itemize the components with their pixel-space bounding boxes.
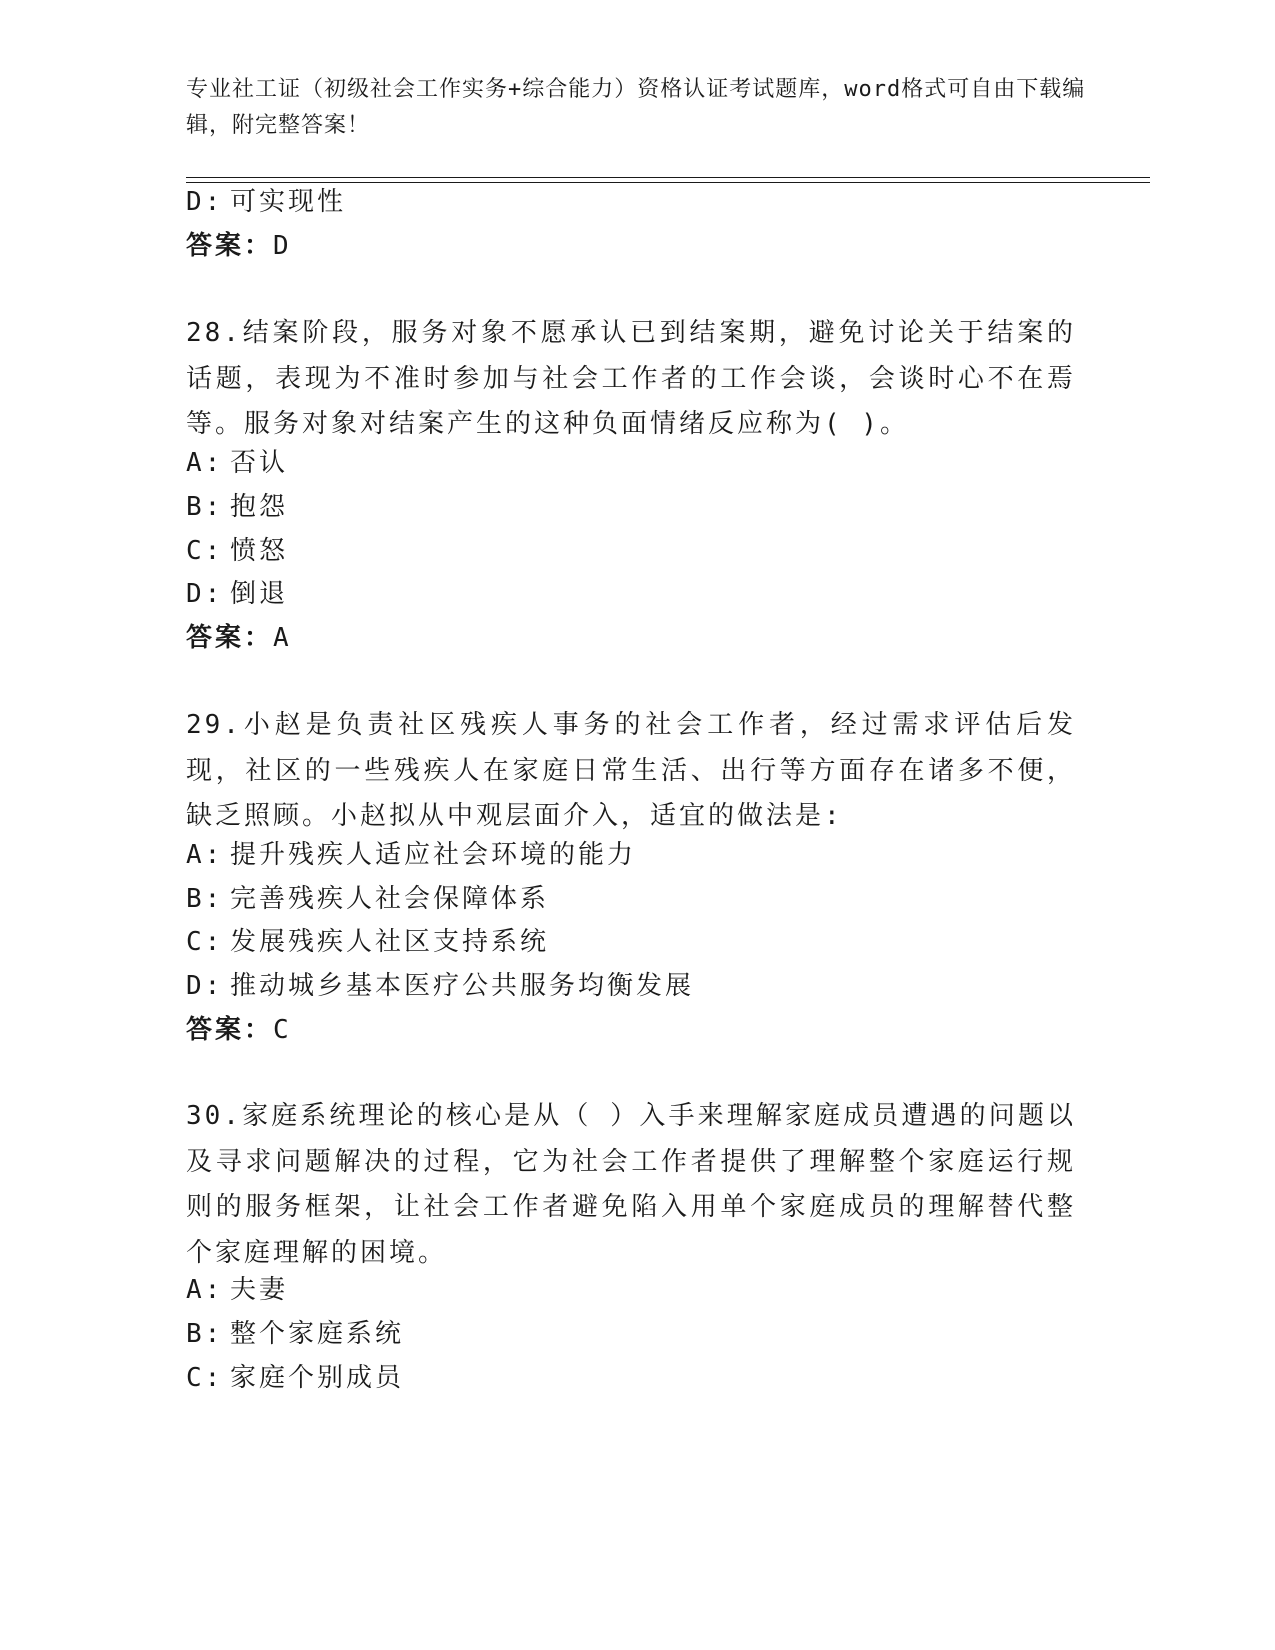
option-text: 否认 (230, 448, 289, 478)
option-text: 发展残疾人社区支持系统 (230, 927, 550, 957)
option-text: 完善残疾人社会保障体系 (230, 884, 550, 914)
q27-option-d (186, 182, 346, 222)
option-text: 推动城乡基本医疗公共服务均衡发展 (230, 971, 695, 1001)
answer-value: C (273, 1015, 292, 1045)
answer-label: 答案： (186, 1015, 274, 1045)
q28-option-d (186, 574, 288, 614)
option-letter: A: (186, 448, 224, 478)
option-letter: D: (186, 971, 224, 1001)
option-letter: C: (186, 927, 224, 957)
answer-value: D (273, 231, 292, 261)
answer-value: A (273, 623, 292, 653)
answer-label: 答案： (186, 231, 274, 261)
q29-option-c (186, 922, 549, 962)
q28-stem: 28.结案阶段，服务对象不愿承认已到结案期，避免讨论关于结案的话题，表现为不准时参加与社会工作者的工作会谈，会谈时心不在焉等。服务对象对结案产生的这种负面情绪反应称为( )。 (186, 318, 1076, 439)
option-text: 提升残疾人适应社会环境的能力 (230, 840, 637, 870)
option-text: 抱怨 (230, 492, 289, 522)
q27-answer (186, 226, 292, 266)
q30-stem: 30.家庭系统理论的核心是从（ ）入手来理解家庭成员遭遇的问题以及寻求问题解决的过程，它为社会工作者提供了理解整个家庭运行规则的服务框架，让社会工作者避免陷入用单个家庭成员的理解替代整个家庭理解的困境。 (186, 1101, 1076, 1268)
answer-label: 答案： (186, 623, 274, 653)
q29-answer (186, 1010, 292, 1050)
option-text: 家庭个别成员 (230, 1363, 405, 1393)
q28-option-c (186, 531, 288, 571)
q29-option-a (186, 835, 636, 875)
q30-option-a (186, 1270, 288, 1310)
q28-option-a (186, 443, 288, 483)
option-text: 可实现性 (230, 187, 347, 217)
option-letter: C: (186, 536, 224, 566)
option-text: 倒退 (230, 579, 289, 609)
header-divider-top (186, 177, 1150, 178)
option-letter: A: (186, 1275, 224, 1305)
q30-option-c (186, 1358, 404, 1398)
option-letter: B: (186, 1319, 224, 1349)
q28-answer (186, 618, 292, 658)
q29-option-d (186, 966, 694, 1006)
option-text: 整个家庭系统 (230, 1319, 405, 1349)
option-letter: A: (186, 840, 224, 870)
option-letter: D: (186, 187, 224, 217)
header-title: 专业社工证（初级社会工作实务+综合能力）资格认证考试题库，word格式可自由下载编辑，附完整答案！ (186, 77, 1086, 138)
option-letter: C: (186, 1363, 224, 1393)
q29-option-b (186, 879, 549, 919)
document-header (186, 72, 1086, 144)
option-letter: B: (186, 492, 224, 522)
q29-stem: 29.小赵是负责社区残疾人事务的社会工作者，经过需求评估后发现，社区的一些残疾人在家庭日常生活、出行等方面存在诸多不便，缺乏照顾。小赵拟从中观层面介入，适宜的做法是: (186, 710, 1076, 831)
option-text: 夫妻 (230, 1275, 289, 1305)
q30-option-b (186, 1314, 404, 1354)
option-text: 愤怒 (230, 536, 289, 566)
q28-option-b (186, 487, 288, 527)
option-letter: D: (186, 579, 224, 609)
option-letter: B: (186, 884, 224, 914)
